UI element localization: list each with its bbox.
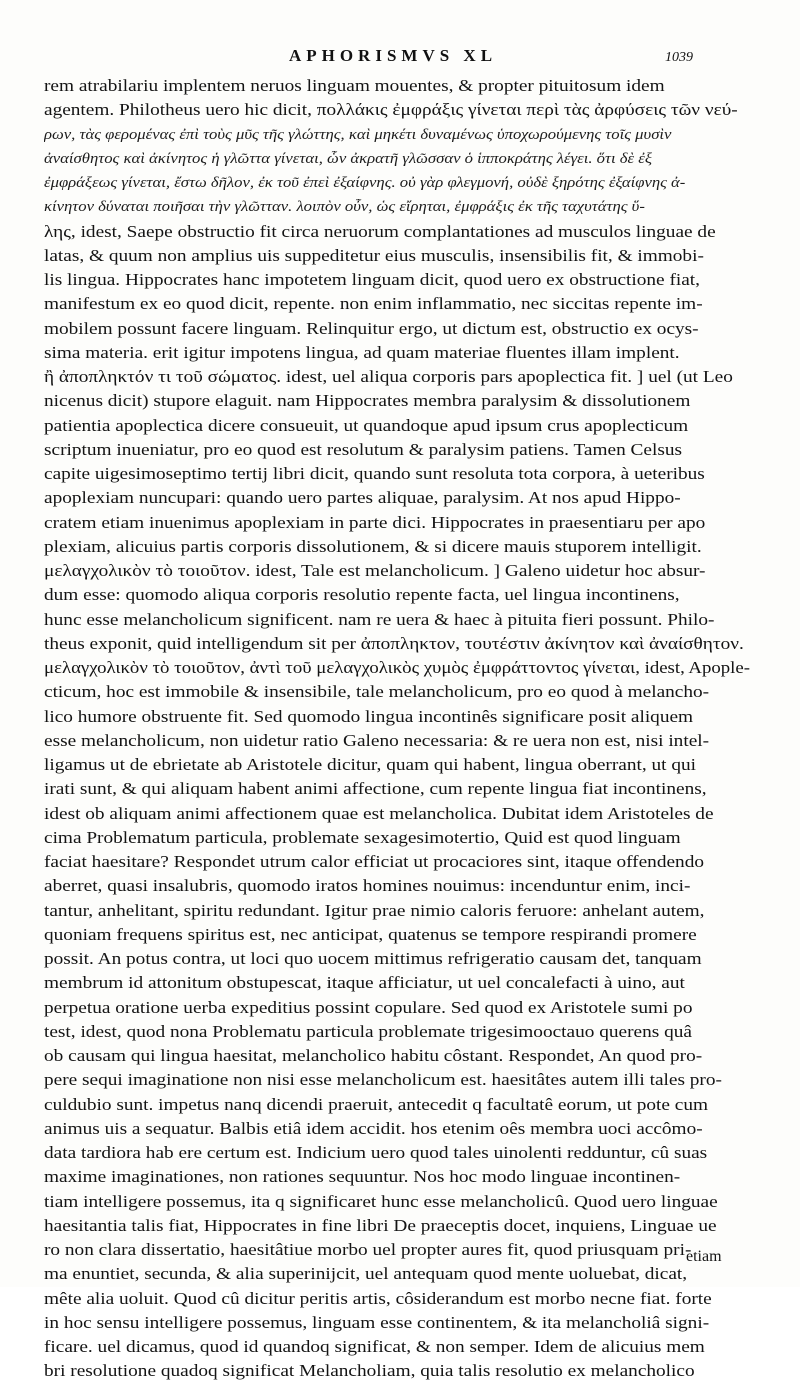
- text-line: mobilem possunt facere linguam. Relinquitur ergo, ut dictum est, obstructio ex ocys-: [44, 318, 699, 338]
- text-line: in hoc sensu intelligere possemus, linguam esse continentem, & ita melancholiâ signi-: [44, 1312, 710, 1332]
- text-line: tantur, anhelitant, spiritu redundant. Igitur prae nimio caloris feruore: anhelant autem,: [44, 900, 705, 920]
- text-line: perpetua oratione uerba expeditius possint copulare. Sed quod ex Aristotele sumi po: [44, 997, 693, 1017]
- text-line: culdubio sunt. impetus nanq dicendi praeruit, antecedit q facultatê eorum, ut pote cum: [44, 1094, 708, 1114]
- text-line: lis lingua. Hippocrates hanc impotetem linguam dicit, quod uero ex obstructione fiat,: [44, 270, 701, 289]
- text-line: tiam intelligere possemus, ita q significaret hunc esse melancholicû. Quod uero linguae: [44, 1191, 718, 1211]
- text-line: cticum, hoc est immobile & insensibile, tale melancholicum, pro eo quod à melancho-: [44, 682, 710, 702]
- text-line: hunc esse melancholicum significent. nam re uera & haec à pituita fieri possunt. Philo-: [44, 609, 715, 629]
- text-line: agentem. Philotheus uero hic dicit, πολλάκις ἐμφράξις γίνεται περὶ τὰς ἀρφύσεις τῶν νεύ-: [44, 100, 738, 120]
- text-line: test, idest, quod nona Problematu particula problemate trigesimooctauo querens quâ: [44, 1021, 692, 1041]
- text-line: idest ob aliquam animi affectionem quae est melancholica. Dubitat idem Aristoteles de: [44, 803, 714, 823]
- text-line: ligamus ut de ebrietate ab Aristotele dicitur, quam qui habent, lingua oberrant, ut qui: [44, 755, 696, 774]
- text-line: ma enuntiet, secunda, & alia superinijcit, uel antequam quod mente uoluebat, dicat,: [44, 1264, 688, 1284]
- page-number: 1039: [665, 50, 693, 65]
- text-line: latas, & quum non amplius uis suppeditetur eius musculis, insensibilis fit, & immobi-: [44, 245, 704, 265]
- text-line: nicenus dicit) stupore elaguit. nam Hippocrates membra paralysim & dissolutionem: [44, 391, 691, 411]
- text-line: ob causam qui lingua haesitat, melancholico habitu côstant. Respondet, An quod pro-: [44, 1046, 703, 1065]
- text-line: ro non clara dissertatio, haesitâtiue morbo uel propter aures fit, quod priusquam pri-: [44, 1240, 692, 1259]
- text-line: ficare. uel dicamus, quod id quandoq significat, & non semper. Idem de alicuius mem: [44, 1337, 705, 1356]
- text-line: dum esse: quomodo aliqua corporis resolutio repente facta, uel lingua incontinens,: [44, 585, 680, 605]
- text-line: ἐμφράξεως γίνεται, ἔστω δῆλον, ἐκ τοῦ ἐπεὶ ἐξαίφνης. οὐ γὰρ φλεγμονή, οὐδὲ ξηρότης ἐξαίφνης ἀ-: [44, 175, 686, 191]
- body-text: [44, 74, 750, 1384]
- text-line: manifestum ex eo quod dicit, repente. non enim inflammatio, nec siccitas repente im-: [44, 294, 703, 314]
- text-line: cratem etiam inuenimus apoplexiam in parte dici. Hippocrates in praesentiaru per apo: [44, 512, 706, 532]
- text-line: membrum id attonitum obstupescat, itaque afficiatur, ut uel concalefacti à uino, aut: [44, 973, 685, 993]
- text-line: haesitantia talis fiat, Hippocrates in fine libri De praeceptis docet, inquiens, Linguae ue: [44, 1215, 717, 1235]
- text-line: scriptum inueniatur, pro eo quod est resolutum & paralysim patiens. Tamen Celsus: [44, 439, 683, 459]
- text-line: μελαγχολικὸν τὸ τοιοῦτον, ἀντὶ τοῦ μελαγχολικὸς χυμὸς ἐμφράττοντος γίνεται, idest, Apople-: [44, 658, 750, 677]
- text-line: data tardiora hab ere certum est. Indicium uero quod tales uinolenti redduntur, cû suas: [44, 1143, 708, 1162]
- text-line: faciat haesitare? Respondet utrum calor efficiat ut procaciores sint, itaque offendendo: [44, 852, 704, 871]
- text-line: bri resolutione quadoq significat Melancholiam, quia talis resolutio ex melancholico: [44, 1361, 695, 1381]
- text-line: κίνητον δύναται ποιῆσαι τὴν γλῶτταν. λοιπὸν οὖν, ὡς εἴρηται, ἐμφράξις ἐκ τῆς ταχυτάτης ὕ-: [44, 199, 645, 216]
- text-line: animus uis a sequatur. Balbis etiâ idem accidit. hos etenim oês membra uoci accômo-: [44, 1118, 703, 1138]
- text-line: ἀναίσθητος καὶ ἀκίνητος ἡ γλῶττα γίνεται, ὧν ἀκρατῆ γλῶσσαν ὁ ἱπποκράτης λέγει. ὅτι δὲ ἐξ: [44, 150, 653, 167]
- text-line: rem atrabilariu implentem neruos linguam mouentes, & propter pituitosum idem: [44, 76, 665, 95]
- text-line: pere sequi imaginatione non nisi esse melancholicum est. haesitâtes autem illi tales pro-: [44, 1070, 722, 1090]
- text-line: λης, idest, Saepe obstructio fit circa neruorum complantationes ad musculos linguae de: [44, 221, 716, 241]
- running-head-title: APHORISMVS XL: [288, 46, 498, 65]
- text-line: lico humore obstruente fit. Sed quomodo lingua incontinês significare posit aliquem: [44, 706, 694, 726]
- text-line: capite uigesimoseptimo tertij libri dicit, quando sunt resoluta tota corpora, à ueteribus: [44, 464, 705, 483]
- text-line: esse melancholicum, non uidetur ratio Galeno necessaria: & re uera non est, nisi intel-: [44, 730, 710, 750]
- text-line: μελαγχολικὸν τὸ τοιοῦτον. idest, Tale est melancholicum. ] Galeno uidetur hoc absur-: [44, 561, 706, 580]
- text-line: quoniam frequens spiritus est, nec anticipat, quatenus se tempore respirandi promere: [44, 924, 697, 944]
- text-line: sima materia. erit igitur impotens lingua, ad quam materiae fluentes illam implent.: [44, 342, 680, 362]
- text-line: mête alia uoluit. Quod cû dicitur peritis artis, côsiderandum est morbo necne fiat. forte: [44, 1288, 712, 1308]
- text-line: ἢ ἀποπληκτόν τι τοῦ σώματος. idest, uel aliqua corporis pars apoplectica fit. ] uel (ut Leo: [44, 367, 733, 386]
- text-line: irati sunt, & qui aliquam habent animi affectione, cum repente lingua fiat incontinens,: [44, 779, 707, 799]
- text-line: ρων, τὰς φερομένας ἐπὶ τοὺς μῦς τῆς γλώττης, καὶ μηκέτι δυναμένως ὑποχωρούμενης τοῖς μυσὶν: [44, 126, 672, 143]
- text-line: maxime imaginationes, non rationes sequuntur. Nos hoc modo linguae incontinen-: [44, 1167, 681, 1187]
- text-line: theus exponit, quid intelligendum sit per ἀποπληκτον, τουτέστιν ἀκίνητον καὶ ἀναίσθητον.: [44, 633, 744, 653]
- text-line: aberret, quasi insalubris, quomodo iratos homines nouimus: incenduntur enim, inci-: [44, 876, 691, 896]
- text-line: cima Problematum particula, problemate sexagesimotertio, Quid est quod linguam: [44, 827, 681, 847]
- catchword: etiam: [686, 1248, 722, 1265]
- text-line: plexiam, alicuius partis corporis dissolutionem, & si dicere mauis stuporem intelligit.: [44, 536, 702, 556]
- text-line: patientia apoplectica dicere consueuit, ut quandoque apud ipsum crus apoplecticum: [44, 415, 689, 435]
- running-head: [0, 46, 800, 72]
- text-line: apoplexiam nuncupari: quando uero partes aliquae, paralysim. At nos apud Hippo-: [44, 488, 681, 508]
- text-line: possit. An potus contra, ut loci quo uocem mittimus refrigeratio causam det, tanquam: [44, 949, 702, 968]
